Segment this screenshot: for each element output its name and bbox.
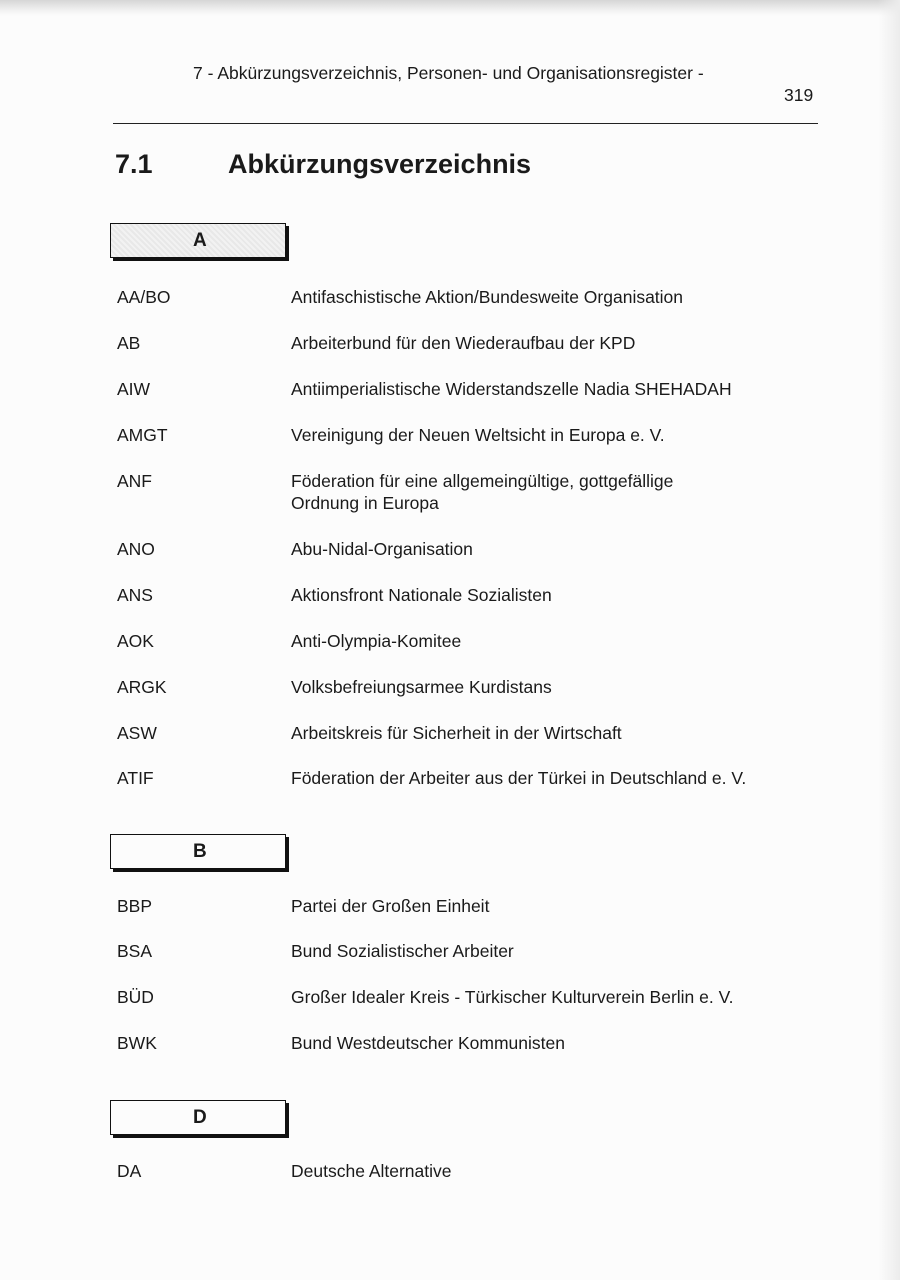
definition: Partei der Großen Einheit xyxy=(291,896,490,916)
letter-heading: B xyxy=(193,841,207,862)
header-rule xyxy=(113,123,818,124)
definition: Anti-Olympia-Komitee xyxy=(291,631,462,651)
definition: Bund Sozialistischer Arbeiter xyxy=(291,941,514,961)
abbreviation: ATIF xyxy=(117,768,154,788)
running-head: 7 - Abkürzungsverzeichnis, Personen- und Organisationsregister - xyxy=(193,63,704,83)
abbreviation: BSA xyxy=(117,941,153,961)
section-number: 7.1 xyxy=(115,149,153,179)
abbreviation: ANO xyxy=(117,539,155,559)
definition: Vereinigung der Neuen Weltsicht in Europa e. V. xyxy=(291,425,665,445)
scan-edge-top xyxy=(0,0,900,16)
abbreviation: ASW xyxy=(117,723,157,743)
abbreviation: AOK xyxy=(117,631,154,651)
section-title: Abkürzungsverzeichnis xyxy=(228,149,532,179)
definition: Arbeiterbund für den Wiederaufbau der KPD xyxy=(291,333,636,353)
definition: Abu-Nidal-Organisation xyxy=(291,539,473,559)
abbreviation: ANS xyxy=(117,585,153,605)
letter-box-b xyxy=(110,834,286,869)
definition: Großer Idealer Kreis - Türkischer Kulturverein Berlin e. V. xyxy=(291,987,734,1007)
letter-heading: A xyxy=(193,230,207,251)
scan-edge-right xyxy=(878,0,900,1280)
abbreviation: BÜD xyxy=(117,987,154,1007)
abbreviation: ARGK xyxy=(117,677,167,697)
definition: Deutsche Alternative xyxy=(291,1161,452,1181)
letter-heading: D xyxy=(193,1107,207,1128)
abbreviation: AB xyxy=(117,333,141,353)
page-number: 319 xyxy=(784,85,814,105)
abbreviation: BBP xyxy=(117,896,153,916)
abbreviation: AMGT xyxy=(117,425,168,445)
definition: Volksbefreiungsarmee Kurdistans xyxy=(291,677,552,697)
definition: Föderation für eine allgemeingültige, gottgefällige Ordnung in Europa xyxy=(291,471,674,513)
definition: Antifaschistische Aktion/Bundesweite Organisation xyxy=(291,287,684,307)
definition: Föderation der Arbeiter aus der Türkei in Deutschland e. V. xyxy=(291,768,747,788)
definition: Bund Westdeutscher Kommunisten xyxy=(291,1033,565,1053)
abbreviation: DA xyxy=(117,1161,142,1181)
definition: Aktionsfront Nationale Sozialisten xyxy=(291,585,552,605)
abbreviation: AA/BO xyxy=(117,287,171,307)
definition: Arbeitskreis für Sicherheit in der Wirtschaft xyxy=(291,723,622,743)
abbreviation: BWK xyxy=(117,1033,157,1053)
definition: Antiimperialistische Widerstandszelle Nadia SHEHADAH xyxy=(291,379,732,399)
abbreviation: AIW xyxy=(117,379,151,399)
abbreviation: ANF xyxy=(117,471,152,491)
letter-box-a xyxy=(110,223,286,258)
letter-box-d xyxy=(110,1100,286,1135)
